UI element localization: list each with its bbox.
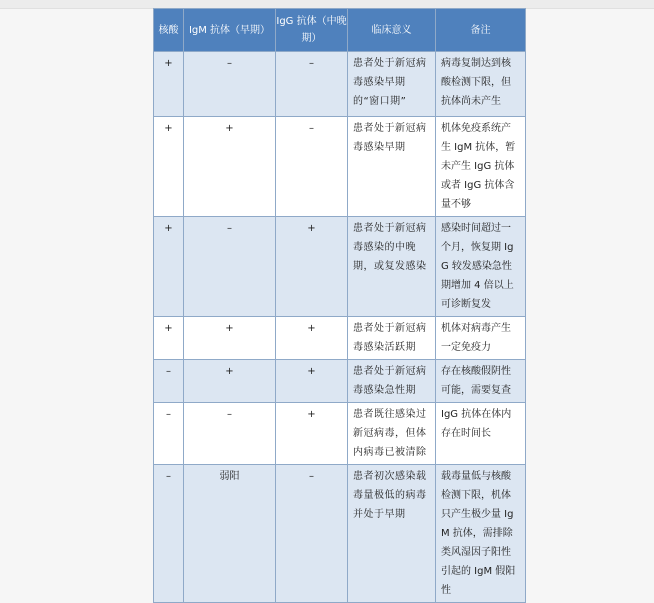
antibody-results-table [153,8,526,603]
igg-cell: + [276,403,348,465]
meaning-cell: 患者既往感染过新冠病毒，但体内病毒已被清除 [348,403,436,465]
igm-cell: + [184,117,276,217]
igg-cell: + [276,317,348,360]
igm-cell: 弱阳 [184,465,276,603]
igm-cell: + [184,360,276,403]
table-row [154,317,526,360]
note-cell: 机体免疫系统产生 IgM 抗体，暂未产生 IgG 抗体或者 IgG 抗体含量不够 [436,117,526,217]
nucleic-cell: – [154,360,184,403]
meaning-cell: 患者处于新冠病毒感染活跃期 [348,317,436,360]
table-row [154,217,526,317]
meaning-cell: 患者处于新冠病毒感染急性期 [348,360,436,403]
table-row [154,52,526,117]
note-cell: 病毒复制达到核酸检测下限，但抗体尚未产生 [436,52,526,117]
igm-cell: – [184,403,276,465]
table-row [154,403,526,465]
nucleic-cell: + [154,317,184,360]
note-cell: 载毒量低与核酸检测下限，机体只产生极少量 IgM 抗体，需排除类风湿因子阳性引起的 IgM 假阳性 [436,465,526,603]
table-row [154,360,526,403]
nucleic-cell: + [154,117,184,217]
igg-cell: – [276,465,348,603]
meaning-cell: 患者处于新冠病毒感染的中晚期，或复发感染 [348,217,436,317]
note-cell: 感染时间超过一个月，恢复期 IgG 较发感染急性期增加 4 倍以上可诊断复发 [436,217,526,317]
nucleic-cell: – [154,465,184,603]
meaning-cell: 患者初次感染载毒量极低的病毒并处于早期 [348,465,436,603]
igm-cell: + [184,317,276,360]
nucleic-cell: + [154,217,184,317]
table-row [154,465,526,603]
note-cell: 机体对病毒产生一定免疫力 [436,317,526,360]
header-clinical-meaning: 临床意义 [348,9,436,52]
igm-cell: – [184,217,276,317]
header-notes: 备注 [436,9,526,52]
header-nucleic-acid: 核酸 [154,9,184,52]
table-header-row [154,9,526,52]
results-table-image [153,8,525,596]
nucleic-cell: + [154,52,184,117]
note-cell: IgG 抗体在体内存在时间长 [436,403,526,465]
igg-cell: + [276,217,348,317]
meaning-cell: 患者处于新冠病毒感染早期的“窗口期” [348,52,436,117]
igg-cell: – [276,117,348,217]
igg-cell: – [276,52,348,117]
header-igg: IgG 抗体（中晚期） [276,9,348,52]
igm-cell: – [184,52,276,117]
table-row [154,117,526,217]
nucleic-cell: – [154,403,184,465]
igg-cell: + [276,360,348,403]
meaning-cell: 患者处于新冠病毒感染早期 [348,117,436,217]
header-igm: IgM 抗体（早期） [184,9,276,52]
note-cell: 存在核酸假阴性可能，需要复查 [436,360,526,403]
